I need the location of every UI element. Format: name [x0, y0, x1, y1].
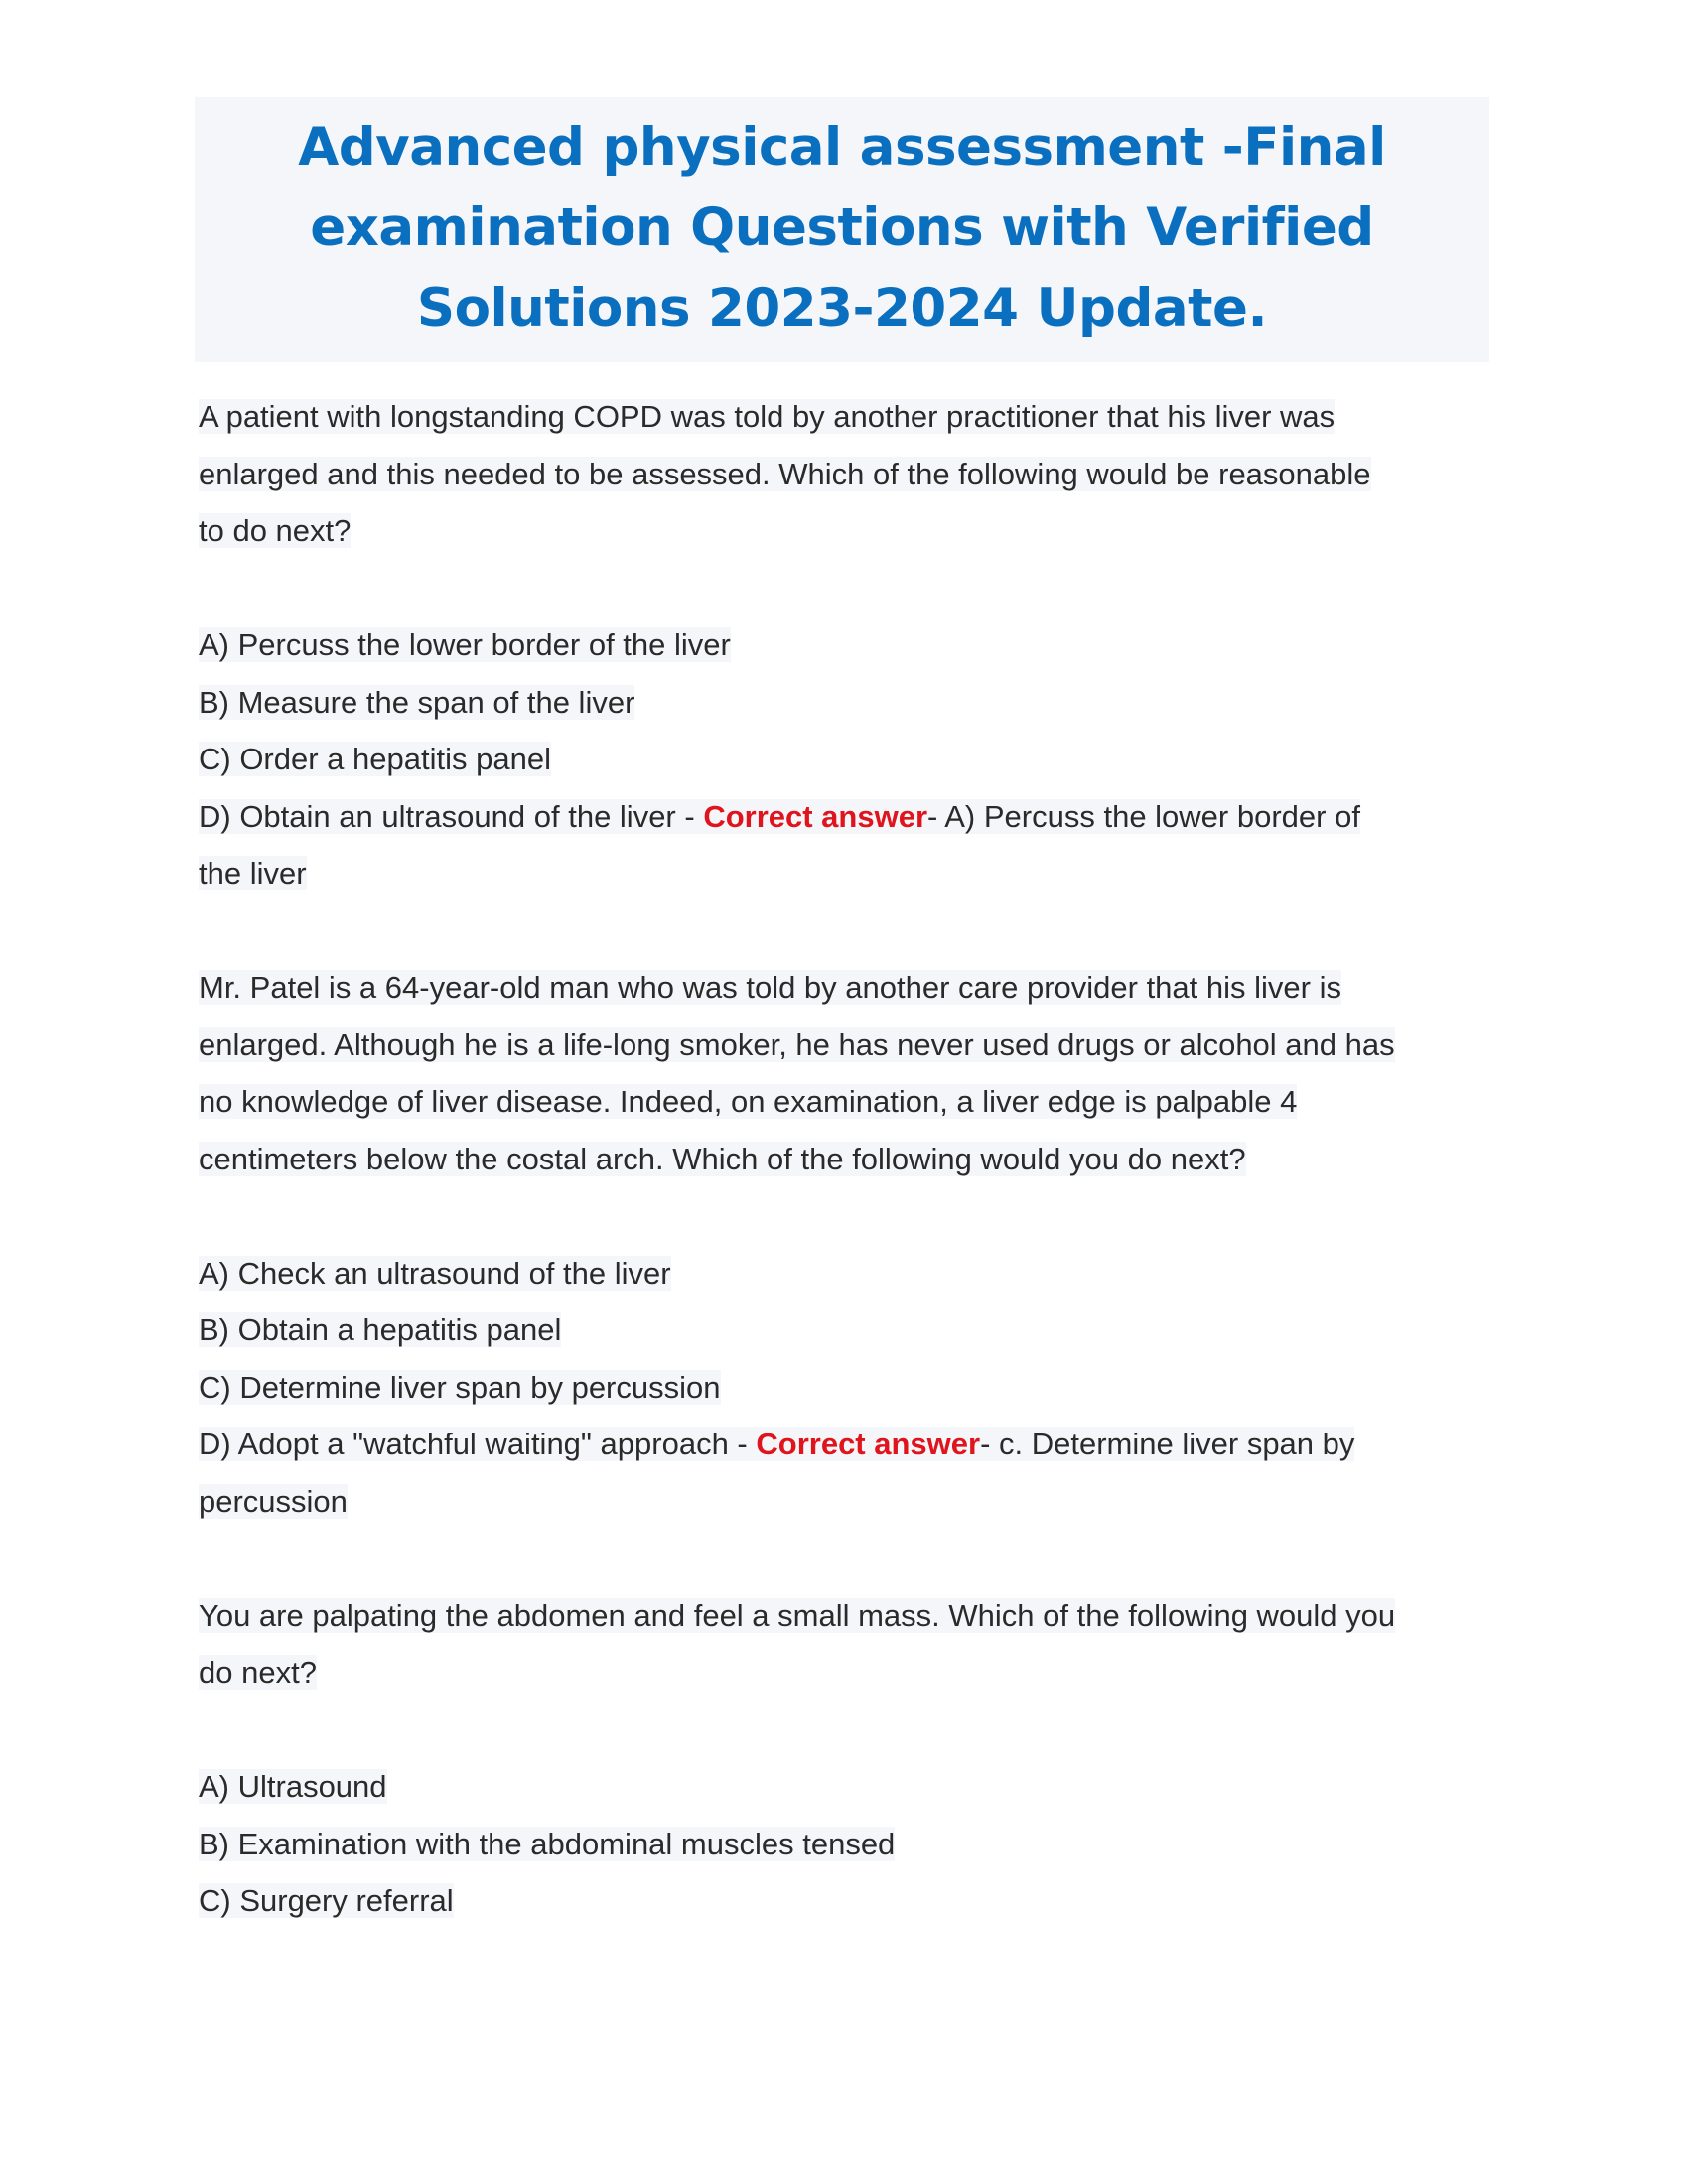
answer-option-with-key: [199, 1416, 1489, 1473]
title-line: Solutions 2023-2024 Update.: [416, 278, 1268, 339]
answer-option: B) Measure the span of the liver: [199, 684, 635, 720]
title-line: Advanced physical assessment -Final: [298, 117, 1386, 178]
question-stem-line: to do next?: [199, 513, 352, 548]
correct-answer-text: percussion: [199, 1483, 348, 1519]
answer-option: A) Ultrasound: [199, 1769, 387, 1804]
answer-option: C) Determine liver span by percussion: [199, 1369, 721, 1405]
correct-answer-label: Correct answer: [756, 1427, 981, 1461]
question-stem-line: do next?: [199, 1655, 317, 1690]
answer-option: C) Surgery referral: [199, 1883, 454, 1918]
answer-option: B) Examination with the abdominal muscles tensed: [199, 1826, 896, 1861]
correct-answer-label: Correct answer: [703, 798, 928, 834]
answer-option: C) Order a hepatitis panel: [199, 742, 551, 776]
question-stem-line: You are palpating the abdomen and feel a small mass. Which of the following would you: [199, 1597, 1396, 1633]
question-3: [199, 1587, 1489, 1930]
question-stem-line: enlarged and this needed to be assessed. Which of the following would be reasonable: [199, 456, 1371, 491]
answer-option: A) Percuss the lower border of the liver: [199, 627, 731, 662]
answer-option: B) Obtain a hepatitis panel: [199, 1312, 562, 1347]
question-1: [199, 388, 1489, 902]
question-stem-line: Mr. Patel is a 64-year-old man who was told by another care provider that his liver is: [199, 970, 1341, 1005]
document-body: [195, 388, 1489, 1930]
question-stem-line: no knowledge of liver disease. Indeed, on examination, a liver edge is palpable 4: [199, 1084, 1298, 1119]
correct-answer-text: the liver: [199, 856, 307, 890]
document-page: [195, 97, 1489, 1930]
correct-answer-text: - A) Percuss the lower border of: [927, 798, 1360, 834]
answer-option: A) Check an ultrasound of the liver: [199, 1255, 671, 1291]
title-line: examination Questions with Verified: [310, 198, 1374, 258]
question-stem-line: centimeters below the costal arch. Which of the following would you do next?: [199, 1141, 1246, 1176]
correct-answer-text: - c. Determine liver span by: [980, 1427, 1355, 1461]
question-stem-line: enlarged. Although he is a life-long smoker, he has never used drugs or alcohol and has: [199, 1026, 1395, 1062]
answer-option-text: D) Adopt a "watchful waiting" approach -: [199, 1427, 757, 1461]
answer-option-text: D) Obtain an ultrasound of the liver -: [199, 798, 704, 834]
question-2: [199, 959, 1489, 1530]
question-stem-line: A patient with longstanding COPD was told by another practitioner that his liver was: [199, 399, 1336, 434]
document-title: [195, 97, 1489, 362]
answer-option-with-key: [199, 788, 1489, 846]
